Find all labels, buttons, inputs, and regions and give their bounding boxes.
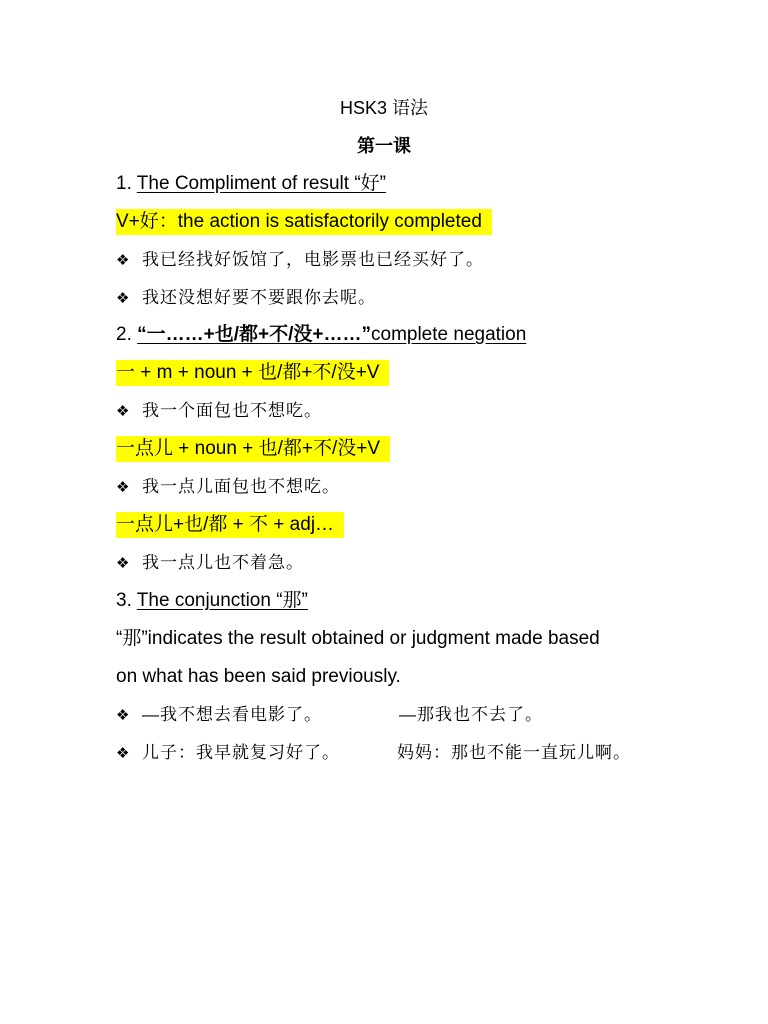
highlighted-rule: 一点儿+也/都 + 不 + adj… bbox=[116, 512, 344, 538]
diamond-bullet-icon: ❖ bbox=[116, 479, 130, 496]
diamond-bullet-icon: ❖ bbox=[116, 745, 130, 762]
example-dialogue bbox=[116, 703, 543, 728]
example-sentence bbox=[116, 399, 322, 424]
dialogue-line-a: —我不想去看电影了。 bbox=[142, 705, 322, 724]
section-1-heading bbox=[116, 172, 386, 196]
description-line-1: “那”indicates the result obtained or judgment made based bbox=[116, 628, 600, 649]
diamond-bullet-icon: ❖ bbox=[116, 555, 130, 572]
rule-2c bbox=[116, 513, 344, 537]
lesson-title: 第一课 bbox=[357, 136, 411, 156]
section-number: 1. bbox=[116, 173, 132, 194]
section-title-cn: “一……+也/都+不/没+……” bbox=[137, 324, 371, 345]
section-3-heading bbox=[116, 589, 308, 613]
rule-2b bbox=[116, 437, 390, 461]
example-text: 我一点儿面包也不想吃。 bbox=[142, 477, 340, 496]
section-2-heading bbox=[116, 323, 526, 347]
rule-1 bbox=[116, 210, 492, 234]
example-text: 我已经找好饭馆了，电影票也已经买好了。 bbox=[142, 250, 484, 269]
dialogue-line-b: 妈妈：那也不能一直玩儿啊。 bbox=[397, 743, 631, 762]
example-dialogue bbox=[116, 741, 631, 766]
rule-2a bbox=[116, 361, 389, 385]
diamond-bullet-icon: ❖ bbox=[116, 252, 130, 269]
example-text: 我一点儿也不着急。 bbox=[142, 553, 304, 572]
description-line-2: on what has been said previously. bbox=[116, 666, 401, 687]
dialogue-line-b: —那我也不去了。 bbox=[399, 705, 543, 724]
section-number: 3. bbox=[116, 590, 132, 611]
example-text: 我还没想好要不要跟你去呢。 bbox=[142, 288, 376, 307]
section-title: The conjunction “那” bbox=[136, 590, 308, 611]
section-title bbox=[137, 324, 526, 345]
example-sentence bbox=[116, 248, 484, 273]
example-sentence bbox=[116, 475, 340, 500]
section-number: 2. bbox=[116, 324, 132, 345]
highlighted-rule: 一点儿 + noun + 也/都+不/没+V bbox=[116, 436, 390, 462]
diamond-bullet-icon: ❖ bbox=[116, 707, 130, 724]
dialogue-line-a: 儿子：我早就复习好了。 bbox=[142, 743, 340, 762]
section-title-en: complete negation bbox=[371, 324, 527, 345]
diamond-bullet-icon: ❖ bbox=[116, 290, 130, 307]
example-sentence bbox=[116, 286, 376, 311]
example-text: 我一个面包也不想吃。 bbox=[142, 401, 322, 420]
page-title: HSK3 语法 bbox=[339, 98, 429, 118]
highlighted-rule: V+好：the action is satisfactorily completed bbox=[116, 209, 492, 235]
section-title: The Compliment of result “好” bbox=[136, 173, 386, 194]
diamond-bullet-icon: ❖ bbox=[116, 403, 130, 420]
example-sentence bbox=[116, 551, 304, 576]
highlighted-rule: 一 + m + noun + 也/都+不/没+V bbox=[116, 360, 389, 386]
